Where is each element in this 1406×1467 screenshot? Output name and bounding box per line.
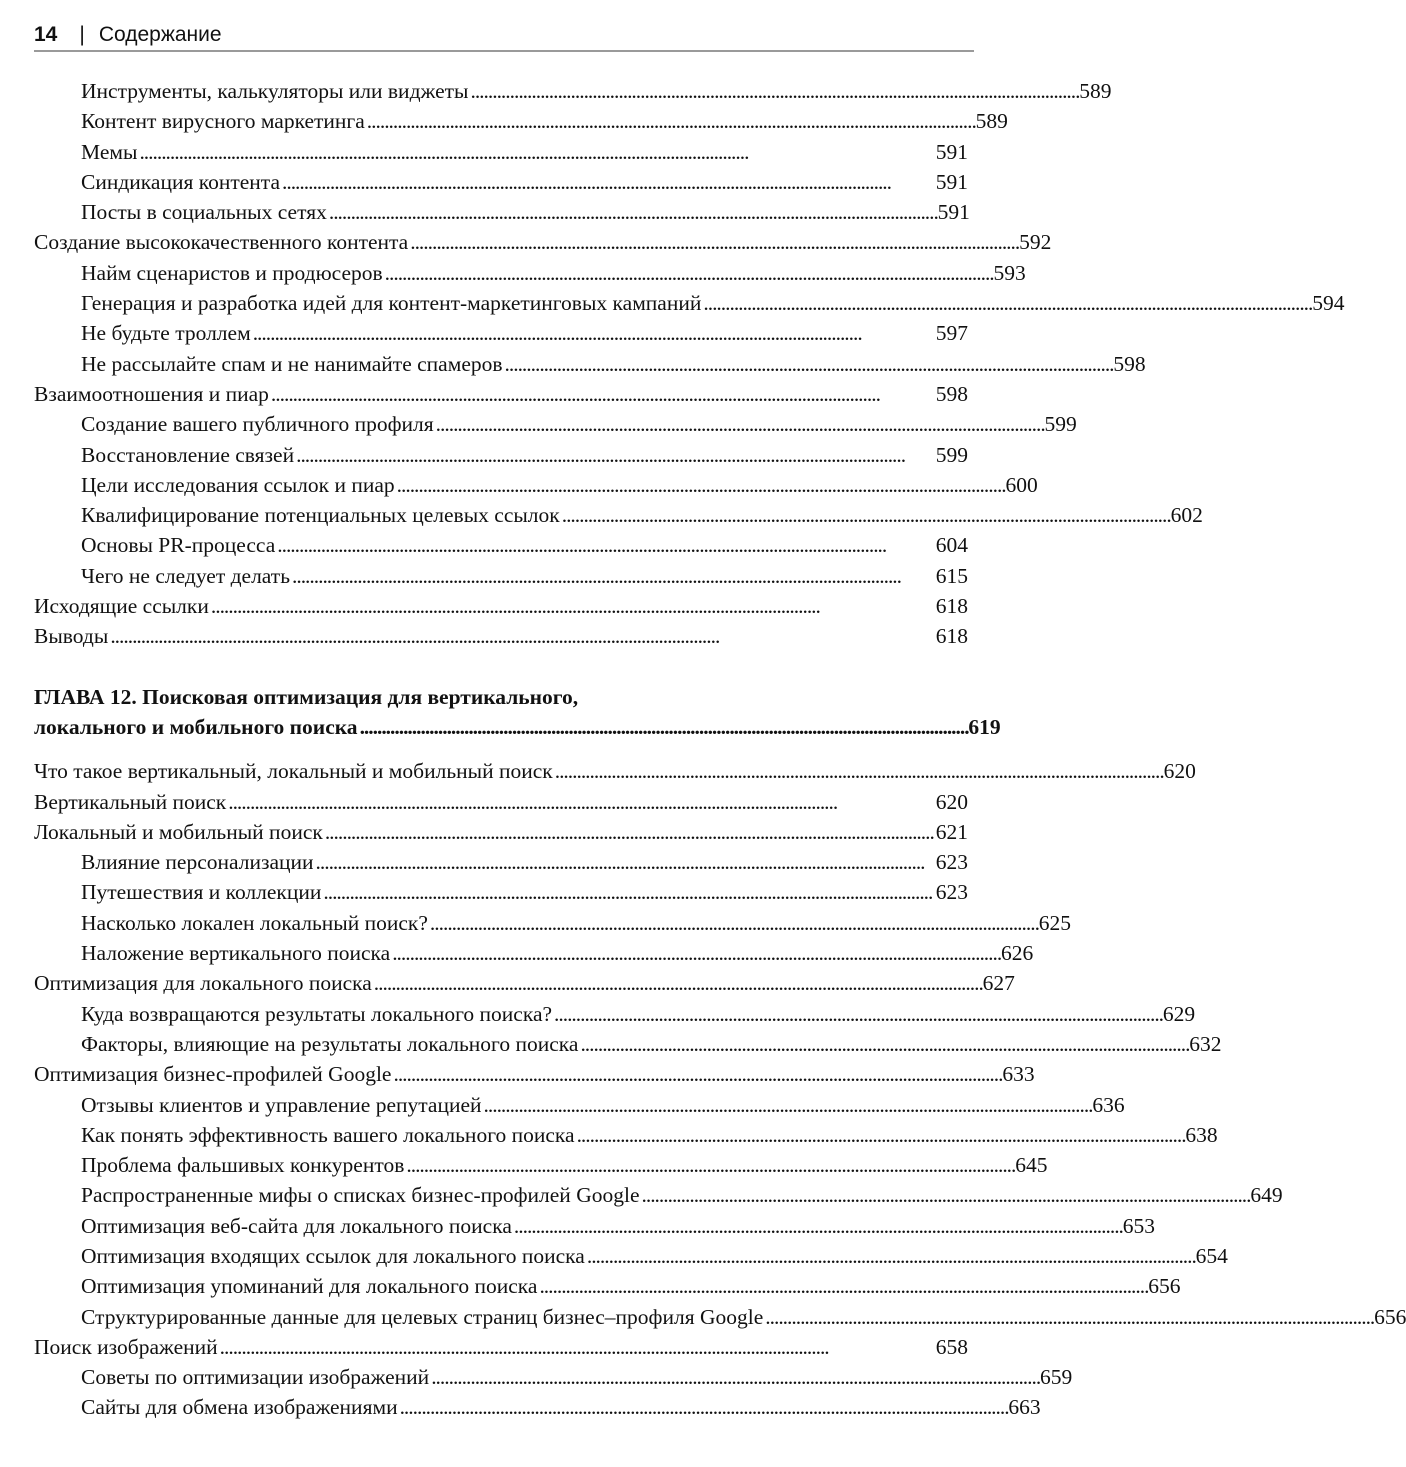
- entry-page: 626: [1001, 941, 1034, 966]
- leader-dots: [110, 621, 933, 651]
- entry-title: Вертикальный поиск: [34, 789, 227, 814]
- toc-entry: [34, 1392, 1041, 1422]
- entry-page: 591: [935, 169, 968, 194]
- leader-dots: [765, 1302, 1372, 1332]
- leader-dots: [282, 167, 934, 197]
- toc-entry: [34, 1211, 1155, 1241]
- leader-dots: [329, 197, 936, 227]
- page-number: 14: [34, 23, 58, 46]
- entry-title: Создание вашего публичного профиля: [81, 412, 434, 437]
- toc-entry: [34, 1120, 1218, 1150]
- entry-page: 594: [1312, 291, 1345, 316]
- leader-dots: [220, 1332, 934, 1362]
- toc-entry: [34, 258, 1026, 288]
- toc-entry: [34, 817, 968, 847]
- leader-dots: [228, 787, 934, 817]
- entry-page: 599: [1044, 412, 1077, 437]
- entry-title: Исходящие ссылки: [34, 594, 209, 619]
- entry-title: Советы по оптимизации изображений: [81, 1365, 430, 1390]
- entry-title: Куда возвращаются результаты локального поиска?: [81, 1001, 553, 1026]
- entry-page: 589: [1079, 79, 1112, 103]
- toc-entry: [34, 1029, 1222, 1059]
- entry-title: Локальный и мобильный поиск: [34, 819, 323, 844]
- entry-title: Чего не следует делать: [81, 563, 290, 588]
- entry-title: Оптимизация входящих ссылок для локального поиска: [81, 1243, 585, 1268]
- toc-entry: [34, 500, 1203, 530]
- entry-page: 627: [982, 971, 1015, 996]
- entry-title: Оптимизация бизнес-профилей Google: [34, 1062, 392, 1087]
- entry-page: 625: [1038, 910, 1071, 935]
- entry-title: Найм сценаристов и продюсеров: [81, 260, 383, 285]
- leader-dots: [642, 1180, 1249, 1210]
- header-separator: |: [79, 23, 85, 46]
- toc-entry: [34, 938, 1034, 968]
- toc-entry: [34, 877, 968, 907]
- running-title: Содержание: [98, 23, 222, 46]
- table-of-contents: [34, 76, 1406, 1423]
- toc-entry: [34, 379, 968, 409]
- entry-page: 623: [935, 880, 968, 905]
- toc-entry: [34, 137, 968, 167]
- entry-title: Оптимизация для локального поиска: [34, 971, 372, 996]
- leader-dots: [470, 76, 1077, 106]
- toc-entry: [34, 908, 1071, 938]
- entry-page: 658: [935, 1334, 968, 1359]
- entry-title: Основы PR-процесса: [81, 533, 276, 558]
- leader-dots: [385, 258, 992, 288]
- entry-page: 597: [935, 321, 968, 346]
- leader-dots: [360, 712, 967, 742]
- entry-title: Инструменты, калькуляторы или виджеты: [81, 79, 469, 103]
- entry-page: 638: [1185, 1122, 1218, 1147]
- chapter-title-line2: локального и мобильного поиска: [34, 714, 358, 739]
- toc-entry: [34, 968, 1015, 998]
- toc-entry: [34, 440, 968, 470]
- toc-entry: [34, 409, 1077, 439]
- leader-dots: [392, 938, 999, 968]
- leader-dots: [393, 1059, 1000, 1089]
- entry-title: Что такое вертикальный, локальный и мобильный поиск: [34, 759, 553, 784]
- chapter-title-line1: ГЛАВА 12. Поисковая оптимизация для вертикального,: [34, 684, 579, 709]
- entry-page: 632: [1189, 1031, 1222, 1056]
- entry-title: Наложение вертикального поиска: [81, 941, 391, 966]
- toc-entry: [34, 1150, 1048, 1180]
- toc-entry: [34, 999, 1196, 1029]
- entry-page: 618: [935, 594, 968, 619]
- entry-title: Отзывы клиентов и управление репутацией: [81, 1092, 482, 1117]
- entry-page: 600: [1005, 472, 1038, 497]
- toc-entry: [34, 530, 968, 560]
- toc-entry: [34, 1332, 968, 1362]
- entry-page: 598: [935, 381, 968, 406]
- entry-title: Факторы, влияющие на результаты локального поиска: [81, 1031, 579, 1056]
- chapter-page: 619: [968, 714, 1001, 739]
- entry-title: Как понять эффективность вашего локального поиска: [81, 1122, 575, 1147]
- toc-entry: [34, 1090, 1125, 1120]
- entry-page: 591: [937, 200, 970, 225]
- leader-dots: [539, 1271, 1146, 1301]
- entry-page: 629: [1162, 1001, 1196, 1026]
- leader-dots: [406, 1150, 1013, 1180]
- entry-title: Выводы: [34, 624, 109, 649]
- leader-dots: [374, 968, 981, 998]
- entry-title: Создание высококачественного контента: [34, 230, 409, 255]
- entry-page: 659: [1040, 1365, 1073, 1390]
- toc-section-top: [34, 76, 1345, 652]
- leader-dots: [555, 756, 1162, 786]
- entry-title: Мемы: [81, 139, 138, 164]
- entry-title: Распространенные мифы о списках бизнес-профилей Google: [81, 1183, 640, 1208]
- entry-page: 653: [1122, 1213, 1155, 1238]
- toc-entry: [34, 76, 1112, 106]
- entry-page: 654: [1195, 1243, 1228, 1268]
- toc-entry: [34, 756, 1196, 786]
- toc-entry: [34, 470, 1038, 500]
- leader-dots: [292, 561, 934, 591]
- entry-page: 621: [935, 819, 968, 844]
- entry-page: 620: [935, 789, 968, 814]
- entry-title: Не будьте троллем: [81, 321, 251, 346]
- leader-dots: [400, 1392, 1007, 1422]
- entry-page: 615: [935, 563, 968, 588]
- toc-entry: [34, 318, 968, 348]
- entry-page: 623: [935, 850, 968, 875]
- running-header: [34, 20, 974, 52]
- entry-title: Путешествия и коллекции: [81, 880, 322, 905]
- entry-title: Квалифицирование потенциальных целевых ссылок: [81, 503, 560, 528]
- leader-dots: [316, 847, 934, 877]
- entry-page: 589: [975, 109, 1008, 134]
- toc-entry: [34, 106, 1008, 136]
- entry-title: Контент вирусного маркетинга: [81, 109, 365, 134]
- entry-page: 602: [1170, 503, 1203, 528]
- entry-page: 620: [1163, 759, 1196, 784]
- toc-entry: [34, 591, 968, 621]
- toc-entry: [34, 847, 968, 877]
- toc-entry: [34, 1059, 1035, 1089]
- entry-title: Сайты для обмена изображениями: [81, 1395, 398, 1420]
- toc-entry: [34, 1241, 1228, 1271]
- toc-section-bottom: [34, 756, 1406, 1423]
- leader-dots: [562, 500, 1169, 530]
- leader-dots: [580, 1029, 1187, 1059]
- entry-title: Оптимизация веб-сайта для локального поиска: [81, 1213, 512, 1238]
- leader-dots: [253, 318, 934, 348]
- leader-dots: [587, 1241, 1194, 1271]
- entry-page: 636: [1092, 1092, 1125, 1117]
- entry-title: Не рассылайте спам и не нанимайте спамеров: [81, 351, 503, 376]
- leader-dots: [505, 349, 1112, 379]
- leader-dots: [296, 440, 934, 470]
- entry-page: 591: [935, 139, 968, 164]
- toc-entry: [34, 561, 968, 591]
- entry-title: Синдикация контента: [81, 169, 280, 194]
- leader-dots: [554, 999, 1161, 1029]
- leader-dots: [431, 1362, 1038, 1392]
- entry-title: Генерация и разработка идей для контент-маркетинговых кампаний: [81, 291, 702, 316]
- entry-page: 618: [935, 624, 968, 649]
- entry-title: Оптимизация упоминаний для локального поиска: [81, 1274, 538, 1299]
- entry-page: 593: [993, 260, 1026, 285]
- entry-page: 598: [1113, 351, 1146, 376]
- leader-dots: [410, 227, 1017, 257]
- entry-page: 599: [935, 442, 968, 467]
- entry-page: 656: [1374, 1304, 1406, 1329]
- leader-dots: [323, 877, 933, 907]
- leader-dots: [430, 908, 1037, 938]
- toc-entry: [34, 1362, 1073, 1392]
- entry-page: 592: [1019, 230, 1052, 255]
- toc-entry: [34, 1302, 1406, 1332]
- entry-page: 663: [1008, 1395, 1041, 1420]
- toc-entry: [34, 1180, 1283, 1210]
- toc-entry: [34, 1271, 1181, 1301]
- entry-title: Цели исследования ссылок и пиар: [81, 472, 395, 497]
- toc-entry: [34, 288, 1345, 318]
- entry-page: 604: [935, 533, 968, 558]
- entry-title: Проблема фальшивых конкурентов: [81, 1153, 405, 1178]
- entry-page: 656: [1148, 1274, 1181, 1299]
- chapter-title-row: [34, 712, 1001, 742]
- toc-entry: [34, 167, 968, 197]
- toc-entry: [34, 787, 968, 817]
- leader-dots: [325, 817, 934, 847]
- leader-dots: [484, 1090, 1091, 1120]
- leader-dots: [703, 288, 1310, 318]
- entry-page: 645: [1015, 1153, 1048, 1178]
- toc-entry: [34, 227, 1052, 257]
- entry-title: Посты в социальных сетях: [81, 200, 327, 225]
- leader-dots: [436, 409, 1043, 439]
- entry-title: Восстановление связей: [81, 442, 295, 467]
- leader-dots: [211, 591, 934, 621]
- toc-entry: [34, 621, 968, 651]
- toc-entry: [34, 349, 1146, 379]
- leader-dots: [277, 530, 934, 560]
- entry-page: 633: [1002, 1062, 1035, 1087]
- toc-entry: [34, 197, 968, 227]
- leader-dots: [139, 137, 933, 167]
- entry-page: 649: [1250, 1183, 1283, 1208]
- entry-title: Структурированные данные для целевых страниц бизнес–профиля Google: [81, 1304, 764, 1329]
- leader-dots: [397, 470, 1004, 500]
- leader-dots: [271, 379, 934, 409]
- leader-dots: [514, 1211, 1121, 1241]
- entry-title: Взаимоотношения и пиар: [34, 381, 269, 406]
- entry-title: Поиск изображений: [34, 1334, 218, 1359]
- leader-dots: [577, 1120, 1184, 1150]
- chapter-heading: [34, 682, 1001, 743]
- entry-title: Насколько локален локальный поиск?: [81, 910, 428, 935]
- leader-dots: [367, 106, 974, 136]
- entry-title: Влияние персонализации: [81, 850, 314, 875]
